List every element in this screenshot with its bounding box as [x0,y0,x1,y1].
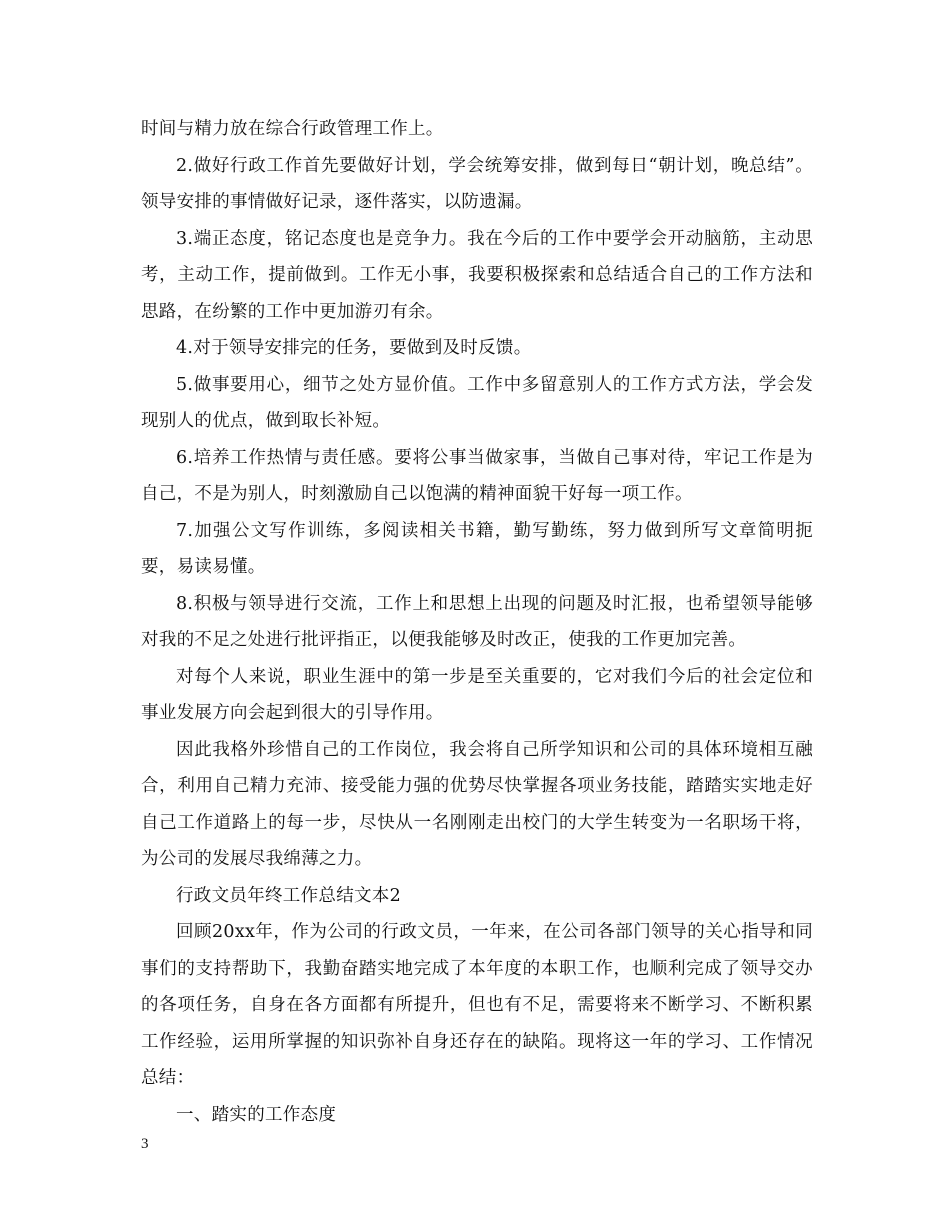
section-title: 行政文员年终工作总结文本2 [176,885,402,906]
paragraph: 7.加强公文写作训练，多阅读相关书籍，勤写勤练，努力做到所写文章简明扼要，易读易懂。 [141,520,813,577]
paragraph: 8.积极与领导进行交流，工作上和思想上出现的问题及时汇报，也希望领导能够对我的不足之处进行批评指正，以便我能够及时改正，使我的工作更加完善。 [141,593,813,650]
page-number: 3 [141,1136,149,1152]
paragraph: 回顾20xx年，作为公司的行政文员，一年来，在公司各部门领导的关心指导和同事们的支持帮助下，我勤奋踏实地完成了本年度的本职工作，也顺利完成了领导交办的各项任务，自身在各方面都有所提升，但也有不足，需要将来不断学习、不断积累工作经验，运用所掌握的知识弥补自身还存在的缺陷。现将这一年的学习、工作情况总结： [141,922,813,1088]
paragraph: 对每个人来说，职业生涯中的第一步是至关重要的，它对我们今后的社会定位和事业发展方向会起到很大的引导作用。 [141,666,813,723]
paragraph: 2.做好行政工作首先要做好计划，学会统筹安排，做到每日“朝计划，晚总结”。领导安排的事情做好记录，逐件落实，以防遗漏。 [141,155,813,212]
paragraph: 4.对于领导安排完的任务，要做到及时反馈。 [176,338,532,358]
paragraph: 5.做事要用心，细节之处方显价值。工作中多留意别人的工作方式方法，学会发现别人的优点，做到取长补短。 [141,374,813,431]
paragraph: 时间与精力放在综合行政管理工作上。 [141,119,444,139]
paragraph: 3.端正态度，铭记态度也是竞争力。我在今后的工作中要学会开动脑筋，主动思考，主动工作，提前做到。工作无小事，我要积极探索和总结适合自己的工作方法和思路，在纷繁的工作中更加游刃有余。 [141,228,813,322]
section-heading: 一、踏实的工作态度 [176,1104,337,1125]
paragraph: 因此我格外珍惜自己的工作岗位，我会将自己所学知识和公司的具体环境相互融合，利用自己精力充沛、接受能力强的优势尽快掌握各项业务技能，踏踏实实地走好自己工作道路上的每一步，尽快从一名刚刚走出校门的大学生转变为一名职场干将，为公司的发展尽我绵薄之力。 [141,739,813,869]
paragraph: 6.培养工作热情与责任感。要将公事当做家事，当做自己事对待，牢记工作是为自己，不是为别人，时刻激励自己以饱满的精神面貌干好每一项工作。 [141,447,813,504]
document-body [141,111,813,1133]
